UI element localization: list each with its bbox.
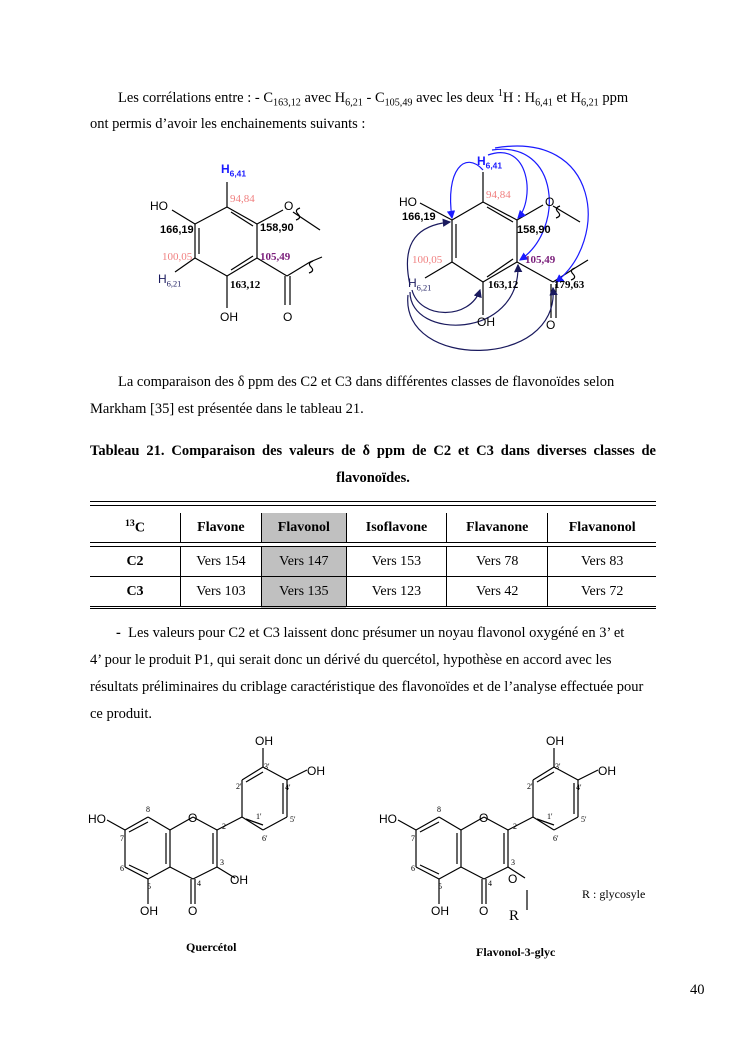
h-label: $H_{6,21}$ — [408, 276, 432, 293]
position-number: 5' — [290, 815, 296, 824]
position-number: 2' — [527, 782, 533, 791]
hmbc-correlation-arrows — [407, 146, 588, 350]
table-caption-line-1: Tableau 21. Comparaison des valeurs de δ ppm de C2 et C3 dans diverses classes de — [90, 443, 656, 459]
r-legend: R : glycosyle — [582, 887, 646, 901]
oh-label: OH — [220, 310, 238, 324]
shift-label: 94,84 — [486, 189, 511, 201]
oh-label: OH — [255, 734, 273, 748]
table-cell: Vers 42 — [447, 577, 548, 608]
bond — [310, 257, 322, 262]
wavy-bond — [309, 261, 313, 273]
bond — [231, 256, 253, 270]
bond — [227, 207, 257, 224]
bond — [575, 260, 588, 268]
table-cell: Vers 123 — [346, 577, 446, 608]
bond — [416, 867, 439, 879]
bond — [578, 770, 598, 780]
header-cell: Flavanone — [447, 513, 548, 543]
table-cell: Vers 153 — [346, 547, 446, 577]
position-number: 8 — [437, 805, 441, 814]
ho-label: HO — [88, 812, 106, 826]
table-rule — [90, 501, 656, 502]
shift-label: 100,05 — [412, 254, 443, 266]
bond — [398, 820, 416, 830]
position-number: 4 — [488, 879, 492, 888]
bond — [420, 865, 439, 874]
intro-line-1: Les corrélations entre : - $C_{163,12}$ avec $H_{6,21} - C_{105,49}$ avec les deux $^1$H : $H_{6,41}$ et $H_{6,21}$ ppm — [118, 88, 629, 109]
shift-label: 105,49 — [260, 251, 291, 263]
o-label: O — [284, 199, 294, 213]
table-caption-line-2: flavonoïdes. — [336, 470, 410, 486]
para3-line-3: résultats préliminaires du criblage caractéristique des flavonoïdes et de l’analyse effectuée pour — [90, 679, 644, 695]
table-cell: Vers 72 — [581, 583, 624, 599]
position-number: 4' — [576, 783, 582, 792]
table-row — [90, 547, 656, 577]
bond — [487, 207, 513, 222]
para2-line-2: Markham [35] est présentée dans le tableau 21. — [90, 401, 364, 417]
para2-line-1: La comparaison des δ ppm des C2 et C3 dans différentes classes de flavonoïdes selon — [118, 374, 615, 390]
ho-label: HO — [150, 199, 168, 213]
position-number: 6' — [553, 834, 559, 843]
bond — [170, 867, 193, 879]
table-cell: Vers 135 — [261, 577, 346, 608]
bond — [517, 205, 543, 220]
o-label: O — [546, 318, 556, 332]
bond — [293, 212, 320, 230]
bond — [246, 772, 263, 782]
o-label: O — [188, 904, 198, 918]
position-number: 7 — [120, 834, 124, 843]
table-rule — [90, 505, 656, 506]
position-number: 5' — [581, 815, 587, 824]
bond — [287, 770, 307, 780]
bond — [416, 817, 439, 830]
wavy-bond — [296, 208, 300, 220]
table-row — [90, 577, 656, 608]
table-header-row — [90, 513, 656, 543]
bond — [217, 817, 242, 830]
para3-line-4: ce produit. — [90, 706, 153, 722]
oh-label: OH — [477, 315, 495, 329]
bond — [195, 258, 227, 276]
bond — [483, 202, 517, 220]
bond — [439, 867, 461, 879]
o-label: O — [188, 811, 198, 825]
o-label: O — [508, 872, 518, 886]
position-number: 3 — [220, 858, 224, 867]
row-label: C3 — [90, 577, 181, 608]
position-number: 6' — [262, 834, 268, 843]
ho-label: HO — [379, 812, 397, 826]
comparison-table — [90, 513, 656, 609]
shift-label: 179,63 — [554, 279, 585, 291]
shift-label: 100,05 — [162, 251, 193, 263]
o-label: O — [479, 904, 489, 918]
position-number: 8 — [146, 805, 150, 814]
position-number: 3' — [555, 762, 561, 771]
header-cell: Flavanonol — [568, 519, 636, 535]
position-number: 3 — [511, 858, 515, 867]
bond — [125, 817, 148, 830]
bond — [231, 212, 253, 226]
header-cell: Flavonol — [261, 513, 346, 543]
header-13c: $^{13}$C — [90, 513, 181, 543]
position-number: 4 — [197, 879, 201, 888]
bond — [508, 817, 533, 830]
shift-label: 94,84 — [230, 193, 255, 205]
position-number: 1' — [256, 812, 262, 821]
quercetol-caption: Quercétol — [186, 940, 237, 954]
para3-line-2: 4’ pour le produit P1, qui serait donc un dérivé du quercétol, hypothèse en accord avec les — [90, 652, 612, 668]
bond — [461, 867, 484, 879]
position-number: 2 — [513, 822, 517, 831]
bond — [287, 262, 310, 276]
position-number: 7 — [411, 834, 415, 843]
shift-label: 163,12 — [230, 279, 261, 291]
bond — [107, 820, 125, 830]
bond — [125, 867, 148, 879]
position-number: 1' — [547, 812, 553, 821]
oh-label: OH — [140, 904, 158, 918]
h-label: $H_{6,41}$ — [221, 162, 246, 179]
oh-label: OH — [598, 764, 616, 778]
page-number: 40 — [690, 982, 705, 998]
shift-label: 158,90 — [517, 224, 551, 236]
bond — [420, 822, 439, 832]
bond — [554, 817, 578, 830]
position-number: 6 — [120, 864, 124, 873]
position-number: 2 — [222, 822, 226, 831]
header-cell: Isoflavone — [346, 513, 446, 543]
table-cell: Vers 103 — [181, 577, 262, 608]
position-number: 5 — [438, 882, 442, 891]
bond — [487, 259, 513, 277]
bond — [129, 865, 148, 874]
bond — [148, 817, 170, 830]
bond — [227, 258, 257, 276]
bond — [484, 867, 508, 879]
table-cell: Vers 147 — [261, 547, 346, 577]
table-cell: Vers 78 — [447, 547, 548, 577]
shift-label: 166,19 — [402, 211, 436, 223]
shift-label: 166,19 — [160, 224, 194, 236]
oh-label: OH — [230, 873, 248, 887]
position-number: 5 — [147, 882, 151, 891]
bond — [242, 767, 263, 780]
header-cell: Flavone — [181, 513, 262, 543]
o-label: O — [545, 195, 555, 209]
wavy-bond — [556, 206, 560, 218]
shift-label: 158,90 — [260, 222, 294, 234]
table-cell: Vers 83 — [581, 553, 624, 569]
bond — [439, 817, 461, 830]
oh-label: OH — [431, 904, 449, 918]
position-number: 6 — [411, 864, 415, 873]
row-label: C2 — [90, 547, 181, 577]
ho-label: HO — [399, 195, 417, 209]
oh-label: OH — [546, 734, 564, 748]
h-label: $H_{6,41}$ — [477, 154, 502, 171]
bond — [195, 207, 227, 224]
bond — [263, 817, 287, 830]
shift-label: 163,12 — [488, 279, 519, 291]
bond — [172, 210, 195, 224]
bond — [452, 262, 483, 282]
bond — [537, 772, 554, 782]
bond — [148, 867, 170, 879]
r-label: R — [509, 908, 520, 924]
position-number: 4' — [285, 783, 291, 792]
bond — [553, 206, 580, 222]
position-number: 3' — [264, 762, 270, 771]
h-label: $H_{6,21}$ — [158, 272, 182, 289]
flavonol-caption: Flavonol-3-glyc — [476, 945, 556, 959]
o-label: O — [283, 310, 293, 324]
table-cell: Vers 154 — [181, 547, 262, 577]
bond — [533, 767, 554, 780]
shift-label: 105,49 — [525, 254, 556, 266]
position-number: 2' — [236, 782, 242, 791]
oh-label: OH — [307, 764, 325, 778]
bond — [193, 867, 217, 879]
bond — [452, 202, 483, 220]
para3-line-1: - Les valeurs pour C2 et C3 laissent donc présumer un noyau flavonol oxygéné en 3’ et — [116, 625, 625, 641]
intro-line-2: ont permis d’avoir les enchainements suivants : — [90, 116, 366, 132]
bond — [129, 822, 148, 832]
o-label: O — [479, 811, 489, 825]
